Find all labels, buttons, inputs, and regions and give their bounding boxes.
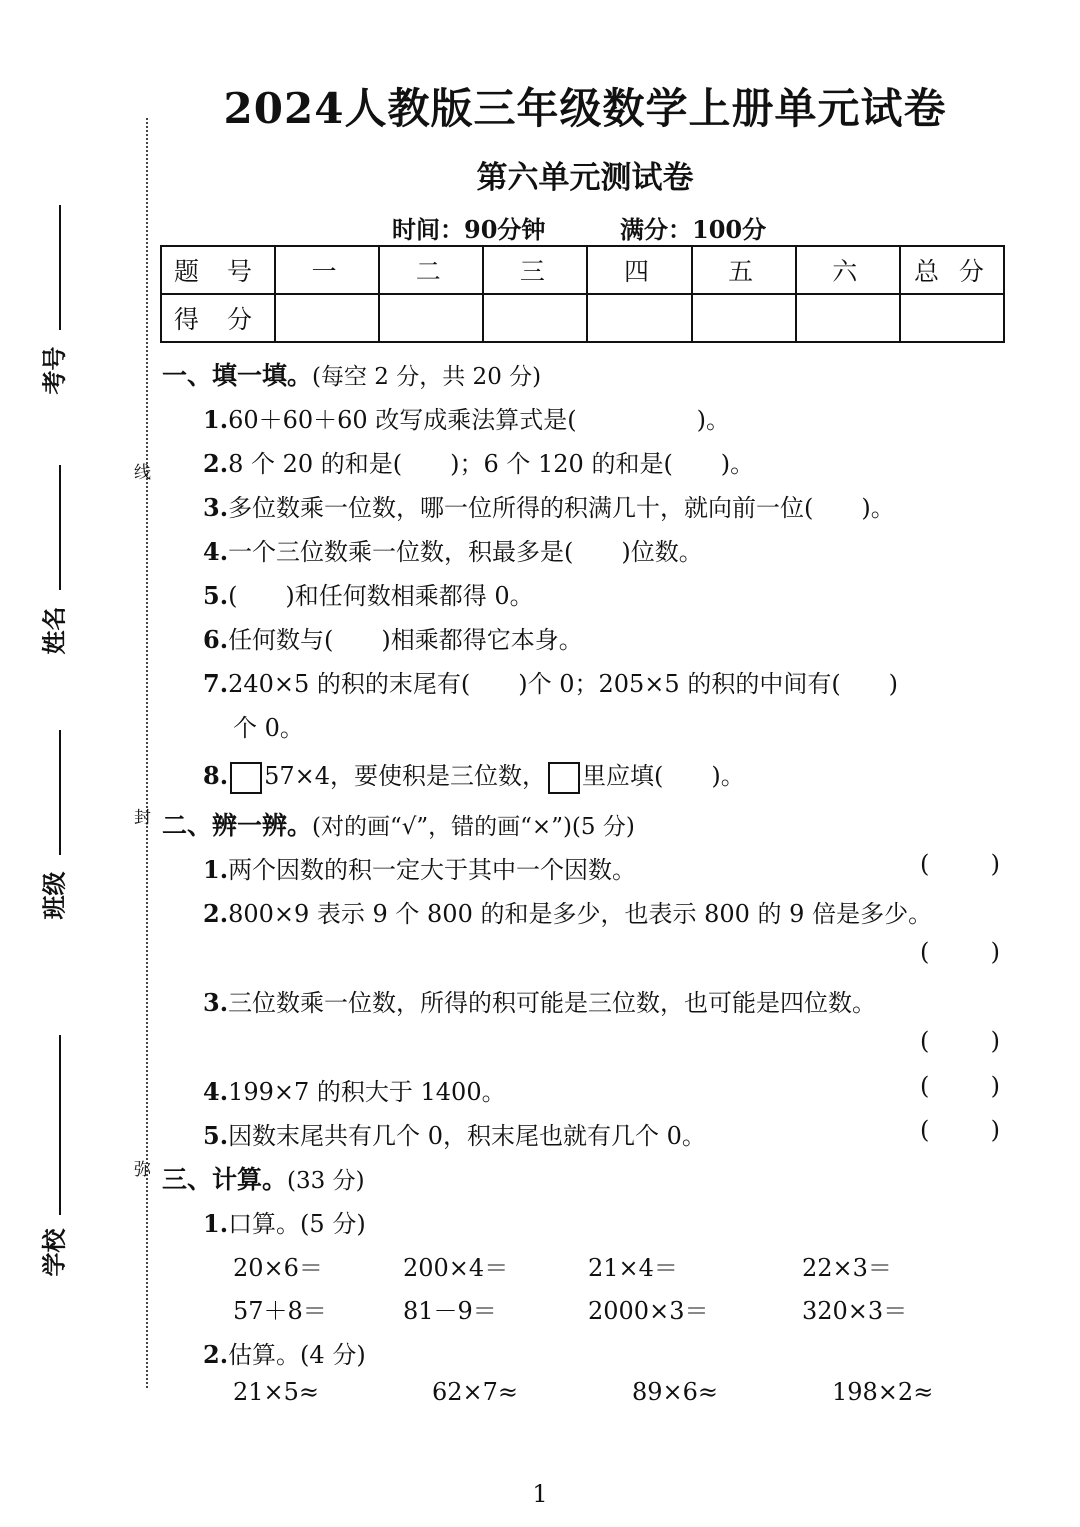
xingming-blank-line[interactable] bbox=[59, 465, 61, 590]
score-table-header-row bbox=[161, 246, 1004, 294]
answer-parens[interactable] bbox=[920, 1027, 1000, 1055]
question-text: 因数末尾共有几个 0，积末尾也就有几个 0。 bbox=[228, 1122, 706, 1150]
score-input-cell[interactable] bbox=[900, 294, 1004, 342]
estimate-item: 62×7≈ bbox=[432, 1378, 519, 1406]
sub-title: 口算。(5 分) bbox=[228, 1210, 366, 1238]
s1-question-1 bbox=[203, 400, 730, 435]
margin-word-xian: 线 bbox=[134, 463, 151, 483]
exam-time: 时间：90分钟 bbox=[392, 215, 546, 244]
s3-sub1-heading bbox=[203, 1204, 366, 1239]
estimate-item: 89×6≈ bbox=[632, 1378, 719, 1406]
question-number: 7. bbox=[203, 669, 229, 698]
score-table-cell: 一 bbox=[275, 246, 379, 294]
answer-parens[interactable] bbox=[920, 850, 1000, 878]
question-text: 任何数与( )相乘都得它本身。 bbox=[228, 626, 583, 654]
margin-word-mi: 弥 bbox=[134, 1160, 151, 1180]
score-input-cell[interactable] bbox=[796, 294, 900, 342]
s1-question-7-cont: 个 0。 bbox=[233, 714, 304, 742]
question-text: ( )和任何数相乘都得 0。 bbox=[228, 582, 534, 610]
question-number: 2. bbox=[203, 1340, 229, 1369]
score-input-cell[interactable] bbox=[692, 294, 796, 342]
answer-parens[interactable] bbox=[920, 938, 1000, 966]
question-number: 1. bbox=[203, 1209, 229, 1238]
s2-question-5 bbox=[203, 1116, 706, 1151]
oral-calc-item: 320×3＝ bbox=[802, 1297, 908, 1325]
exam-full-score: 满分：100分 bbox=[620, 215, 767, 244]
question-number: 1. bbox=[203, 855, 229, 884]
oral-calc-item: 20×6＝ bbox=[233, 1254, 323, 1282]
kaohao-blank-line[interactable] bbox=[59, 205, 61, 330]
section1-title: 一、填一填。 bbox=[162, 361, 313, 390]
page-number: 1 bbox=[532, 1480, 548, 1508]
paren-close: ) bbox=[990, 1116, 1000, 1144]
s1-question-7 bbox=[203, 664, 898, 699]
score-table-cell: 四 bbox=[587, 246, 691, 294]
question-text: 8 个 20 的和是( )；6 个 120 的和是( )。 bbox=[228, 450, 755, 478]
section1-note: (每空 2 分，共 20 分) bbox=[312, 364, 542, 390]
oral-calc-item: 21×4＝ bbox=[588, 1254, 678, 1282]
question-number: 3. bbox=[203, 493, 229, 522]
question-number: 6. bbox=[203, 625, 229, 654]
paren-open: ( bbox=[920, 1072, 930, 1100]
s1-question-8 bbox=[203, 756, 745, 794]
question-number: 4. bbox=[203, 1077, 229, 1106]
digit-blank-box[interactable] bbox=[548, 762, 580, 794]
digit-blank-box[interactable] bbox=[230, 762, 262, 794]
score-table-cell: 六 bbox=[796, 246, 900, 294]
question-number: 2. bbox=[203, 899, 229, 928]
paren-open: ( bbox=[920, 1027, 930, 1055]
question-number: 4. bbox=[203, 537, 229, 566]
question-number: 5. bbox=[203, 1121, 229, 1150]
question-number: 2. bbox=[203, 449, 229, 478]
s2-question-3 bbox=[203, 983, 876, 1018]
score-table-cell: 得 分 bbox=[161, 294, 275, 342]
paren-close: ) bbox=[990, 850, 1000, 878]
s2-question-4 bbox=[203, 1072, 506, 1107]
paren-open: ( bbox=[920, 938, 930, 966]
question-number: 3. bbox=[203, 988, 229, 1017]
xingming-label: 姓名 bbox=[39, 606, 69, 655]
question-text: 60＋60＋60 改写成乘法算式是( )。 bbox=[228, 406, 731, 434]
estimate-item: 198×2≈ bbox=[832, 1378, 934, 1406]
exam-title: 2024人教版三年级数学上册单元试卷 bbox=[223, 84, 947, 133]
s2-question-1 bbox=[203, 850, 636, 885]
score-table-cell: 三 bbox=[483, 246, 587, 294]
section2-note: (对的画“√”，错的画“×”)(5 分) bbox=[312, 814, 635, 840]
margin-word-feng: 封 bbox=[134, 808, 151, 828]
paren-open: ( bbox=[920, 850, 930, 878]
section3-heading bbox=[162, 1160, 365, 1196]
s3-sub2-heading bbox=[203, 1335, 366, 1370]
banji-label: 班级 bbox=[39, 871, 69, 920]
banji-blank-line[interactable] bbox=[59, 730, 61, 855]
xuexiao-blank-line[interactable] bbox=[59, 1035, 61, 1215]
question-text: 57×4，要使积是三位数， bbox=[264, 762, 546, 790]
section2-title: 二、辨一辨。 bbox=[162, 811, 313, 840]
oral-calc-item: 57＋8＝ bbox=[233, 1297, 327, 1325]
question-text: 一个三位数乘一位数，积最多是( )位数。 bbox=[228, 538, 703, 566]
score-table-cell: 总 分 bbox=[900, 246, 1004, 294]
estimate-item: 21×5≈ bbox=[233, 1378, 320, 1406]
s2-question-2 bbox=[203, 894, 932, 929]
question-text: 里应填( )。 bbox=[581, 762, 745, 790]
kaohao-label: 考号 bbox=[39, 346, 69, 395]
score-input-cell[interactable] bbox=[483, 294, 587, 342]
question-text: 三位数乘一位数，所得的积可能是三位数，也可能是四位数。 bbox=[228, 989, 877, 1017]
s1-question-4 bbox=[203, 532, 703, 567]
s1-question-3 bbox=[203, 488, 895, 523]
paren-open: ( bbox=[920, 1116, 930, 1144]
oral-calc-item: 2000×3＝ bbox=[588, 1297, 709, 1325]
score-input-cell[interactable] bbox=[275, 294, 379, 342]
score-input-cell[interactable] bbox=[587, 294, 691, 342]
answer-parens[interactable] bbox=[920, 1116, 1000, 1144]
question-text: 两个因数的积一定大于其中一个因数。 bbox=[228, 856, 637, 884]
paren-close: ) bbox=[990, 938, 1000, 966]
question-number: 8. bbox=[203, 761, 229, 790]
question-text: 240×5 的积的末尾有( )个 0；205×5 的积的中间有( ) bbox=[228, 670, 899, 698]
s1-question-2 bbox=[203, 444, 754, 479]
section3-note: (33 分) bbox=[287, 1168, 365, 1194]
oral-calc-item: 200×4＝ bbox=[403, 1254, 509, 1282]
oral-calc-item: 81－9＝ bbox=[403, 1297, 497, 1325]
score-table-cell: 二 bbox=[379, 246, 483, 294]
sub-title: 估算。(4 分) bbox=[228, 1341, 366, 1369]
answer-parens[interactable] bbox=[920, 1072, 1000, 1100]
score-table-cell: 题 号 bbox=[161, 246, 275, 294]
score-table bbox=[160, 245, 1005, 343]
paren-close: ) bbox=[990, 1072, 1000, 1100]
question-text: 800×9 表示 9 个 800 的和是多少，也表示 800 的 9 倍是多少。 bbox=[228, 900, 933, 928]
question-text: 199×7 的积大于 1400。 bbox=[228, 1078, 506, 1106]
question-text: 多位数乘一位数，哪一位所得的积满几十，就向前一位( )。 bbox=[228, 494, 895, 522]
section2-heading bbox=[162, 806, 635, 842]
binding-dotted-line bbox=[146, 118, 148, 1388]
question-number: 1. bbox=[203, 405, 229, 434]
paren-close: ) bbox=[990, 1027, 1000, 1055]
section3-title: 三、计算。 bbox=[162, 1165, 288, 1194]
score-input-cell[interactable] bbox=[379, 294, 483, 342]
score-table-cell: 五 bbox=[692, 246, 796, 294]
score-table-score-row bbox=[161, 294, 1004, 342]
s1-question-6 bbox=[203, 620, 583, 655]
oral-calc-item: 22×3＝ bbox=[802, 1254, 892, 1282]
question-number: 5. bbox=[203, 581, 229, 610]
exam-subtitle: 第六单元测试卷 bbox=[476, 160, 694, 196]
section1-heading bbox=[162, 356, 541, 392]
s1-question-5 bbox=[203, 576, 534, 611]
xuexiao-label: 学校 bbox=[39, 1228, 69, 1277]
